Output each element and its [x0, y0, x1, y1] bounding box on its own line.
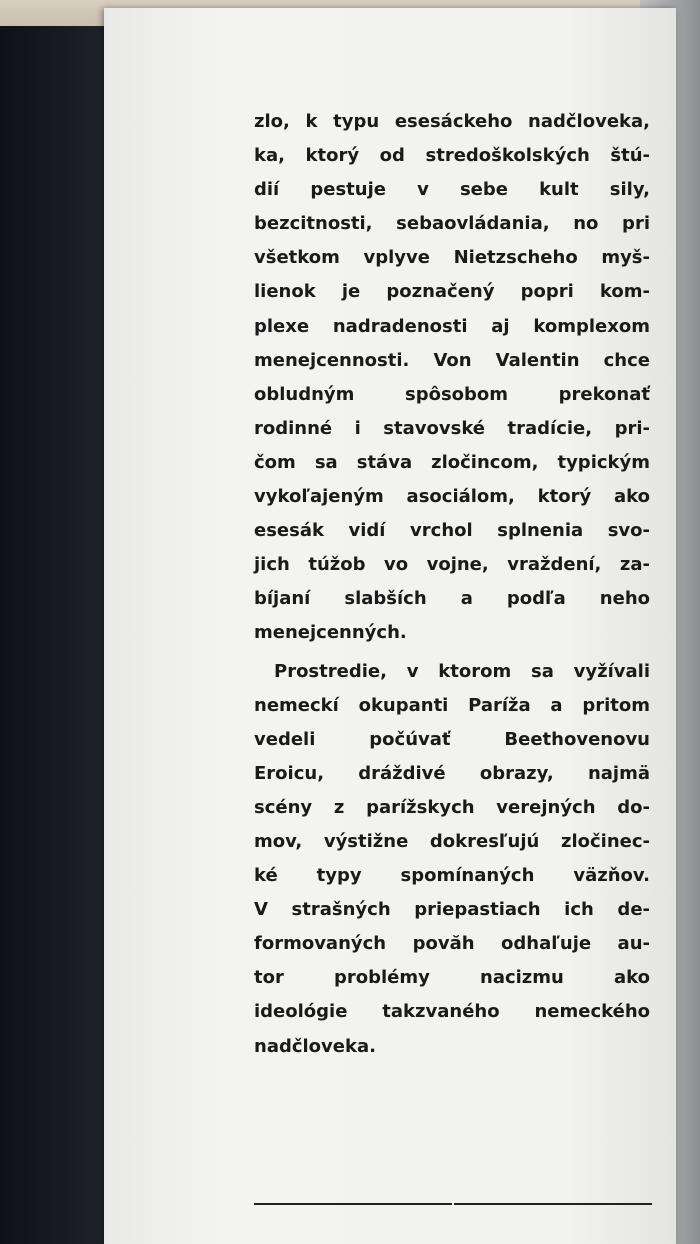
text-line: rodinné i stavovské tradície, pri- — [254, 417, 650, 439]
paragraph-1 — [254, 105, 650, 651]
text-line: tor problémy nacizmu ako — [254, 967, 650, 989]
text-line: menejcenných. — [254, 622, 407, 644]
text-line: ideológie takzvaného nemeckého — [254, 1001, 650, 1023]
text-line: menejcennosti. Von Valentin chce — [254, 349, 650, 371]
divider-line — [254, 1203, 452, 1205]
text-line: všetkom vplyve Nietzscheho myš- — [254, 247, 650, 269]
text-line: zlo, k typu esesáckeho nadčloveka, — [254, 111, 650, 132]
text-line: bezcitnosti, sebaovládania, no pri — [254, 213, 650, 235]
text-line: vykoľajeným asociálom, ktorý ako — [254, 486, 650, 508]
text-line: plexe nadradenosti aj komplexom — [254, 315, 650, 337]
text-line: nemeckí okupanti Paríža a pritom — [254, 694, 650, 716]
text-line: bíjaní slabších a podľa neho — [254, 588, 650, 610]
divider-line — [454, 1203, 652, 1205]
text-line: ké typy spomínaných väzňov. — [254, 865, 650, 887]
text-line: dií pestuje v sebe kult sily, — [254, 179, 650, 201]
text-line: lienok je poznačený popri kom- — [254, 281, 650, 303]
text-line: ka, ktorý od stredoškolských štú- — [254, 145, 650, 167]
text-line: V strašných priepastiach ich de- — [254, 899, 650, 921]
text-line: mov, výstižne dokresľujú zločinec- — [254, 830, 650, 852]
text-line: nadčloveka. — [254, 1035, 376, 1057]
text-line: čom sa stáva zločincom, typickým — [254, 451, 650, 473]
text-line: jich túžob vo vojne, vraždení, za- — [254, 554, 650, 576]
text-line: scény z parížskych verejných do- — [254, 796, 650, 818]
body-text — [254, 105, 650, 1064]
dark-book-cover — [0, 0, 120, 1244]
text-line: obludným spôsobom prekonať — [254, 383, 650, 405]
text-line: vedeli počúvať Beethovenovu — [254, 728, 650, 750]
text-line: Prostredie, v ktorom sa vyžívali — [274, 660, 650, 682]
text-line: Eroicu, dráždivé obrazy, najmä — [254, 762, 650, 784]
paragraph-2 — [254, 655, 650, 1064]
text-line: formovaných povăh odhaľuje au- — [254, 933, 650, 955]
text-line: esesák vidí vrchol splnenia svo- — [254, 520, 650, 542]
